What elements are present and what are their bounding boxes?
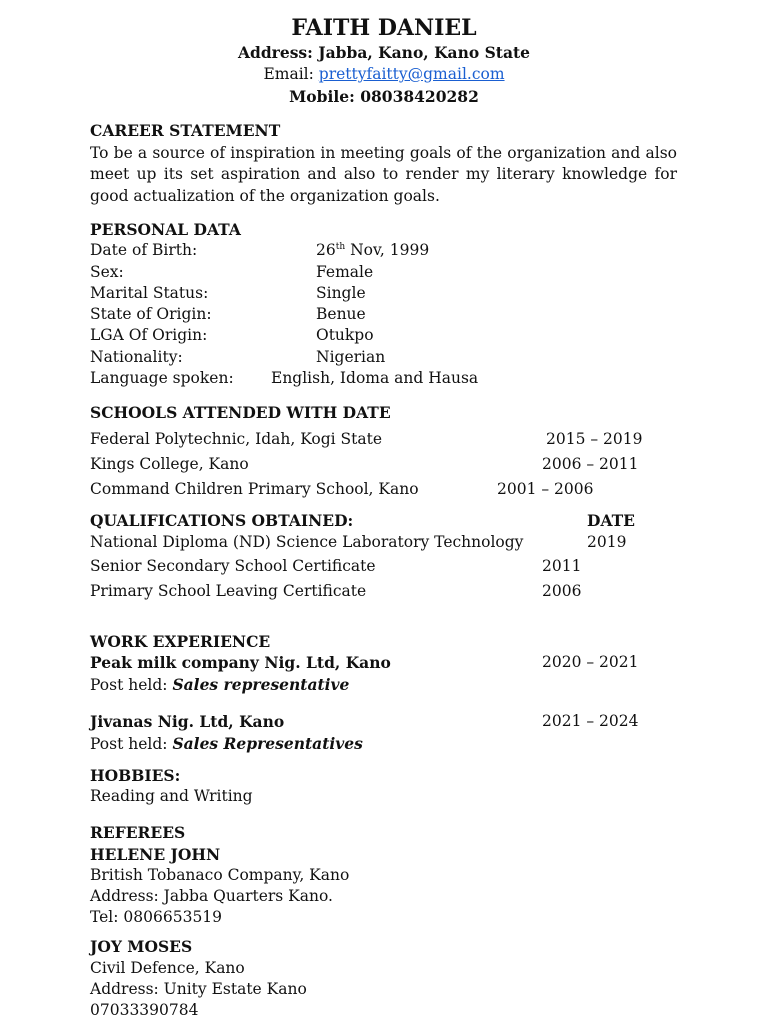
nationality-value: Nigerian — [316, 348, 386, 366]
email-line — [0, 64, 768, 85]
career-heading: CAREER STATEMENT — [90, 121, 281, 140]
qualification-date: 2006 — [542, 582, 582, 600]
job-post: Post held: Sales Representatives — [90, 734, 363, 753]
referee-name: HELENE JOHN — [90, 845, 221, 864]
referee-line: Civil Defence, Kano — [90, 959, 245, 977]
personal-heading: PERSONAL DATA — [90, 220, 241, 239]
hobbies-text: Reading and Writing — [90, 787, 253, 805]
referee-line: British Tobanaco Company, Kano — [90, 866, 350, 884]
school-date: 2001 – 2006 — [497, 480, 594, 498]
sex-value: Female — [316, 263, 374, 281]
qualification-name: National Diploma (ND) Science Laboratory Technology — [90, 533, 524, 551]
referee-line: Address: Jabba Quarters Kano. — [90, 887, 333, 905]
school-date: 2015 – 2019 — [546, 430, 643, 448]
dob-label: Date of Birth: — [90, 241, 198, 259]
lga-origin-label: LGA Of Origin: — [90, 326, 208, 344]
lga-origin-value: Otukpo — [316, 326, 374, 344]
state-origin-label: State of Origin: — [90, 305, 212, 323]
language-label: Language spoken: — [90, 369, 234, 387]
candidate-name: FAITH DANIEL — [291, 15, 477, 41]
school-name: Federal Polytechnic, Idah, Kogi State — [90, 430, 383, 448]
school-name: Kings College, Kano — [90, 455, 249, 473]
qualification-date: 2019 — [587, 533, 627, 551]
qualifications-date-heading: DATE — [587, 511, 635, 530]
email-label: Email: — [263, 65, 314, 83]
referee-line: Address: Unity Estate Kano — [90, 980, 307, 998]
marital-status-label: Marital Status: — [90, 284, 209, 302]
qualification-name: Primary School Leaving Certificate — [90, 582, 367, 600]
qualification-name: Senior Secondary School Certificate — [90, 557, 376, 575]
school-date: 2006 – 2011 — [542, 455, 639, 473]
qualifications-heading: QUALIFICATIONS OBTAINED: — [90, 511, 354, 530]
nationality-label: Nationality: — [90, 348, 183, 366]
state-origin-value: Benue — [316, 305, 366, 323]
referee-name: JOY MOSES — [90, 937, 193, 956]
job-company: Peak milk company Nig. Ltd, Kano — [90, 653, 391, 672]
sex-label: Sex: — [90, 263, 124, 281]
address-line: Address: Jabba, Kano, Kano State — [237, 43, 531, 62]
marital-status-value: Single — [316, 284, 366, 302]
work-heading: WORK EXPERIENCE — [90, 632, 271, 651]
school-name: Command Children Primary School, Kano — [90, 480, 419, 498]
job-post: Post held: Sales representative — [90, 675, 350, 694]
qualification-date: 2011 — [542, 557, 582, 575]
job-company: Jivanas Nig. Ltd, Kano — [90, 712, 285, 731]
referees-heading: REFEREES — [90, 823, 186, 842]
job-dates: 2021 – 2024 — [542, 712, 639, 730]
referee-line: 07033390784 — [90, 1001, 199, 1019]
dob-value: 26th Nov, 1999 — [316, 241, 430, 259]
schools-heading: SCHOOLS ATTENDED WITH DATE — [90, 403, 391, 422]
language-value: English, Idoma and Hausa — [271, 369, 479, 387]
mobile-line: Mobile: 08038420282 — [289, 87, 479, 106]
referee-line: Tel: 0806653519 — [90, 908, 223, 926]
job-dates: 2020 – 2021 — [542, 653, 639, 671]
hobbies-heading: HOBBIES: — [90, 766, 181, 785]
career-text: To be a source of inspiration in meeting goals of the organization and also meet up its set aspiration and also to render my literary knowledge for good actualization of the organization goals. — [90, 144, 677, 205]
email-link[interactable]: prettyfaitty@gmail.com — [318, 65, 505, 83]
